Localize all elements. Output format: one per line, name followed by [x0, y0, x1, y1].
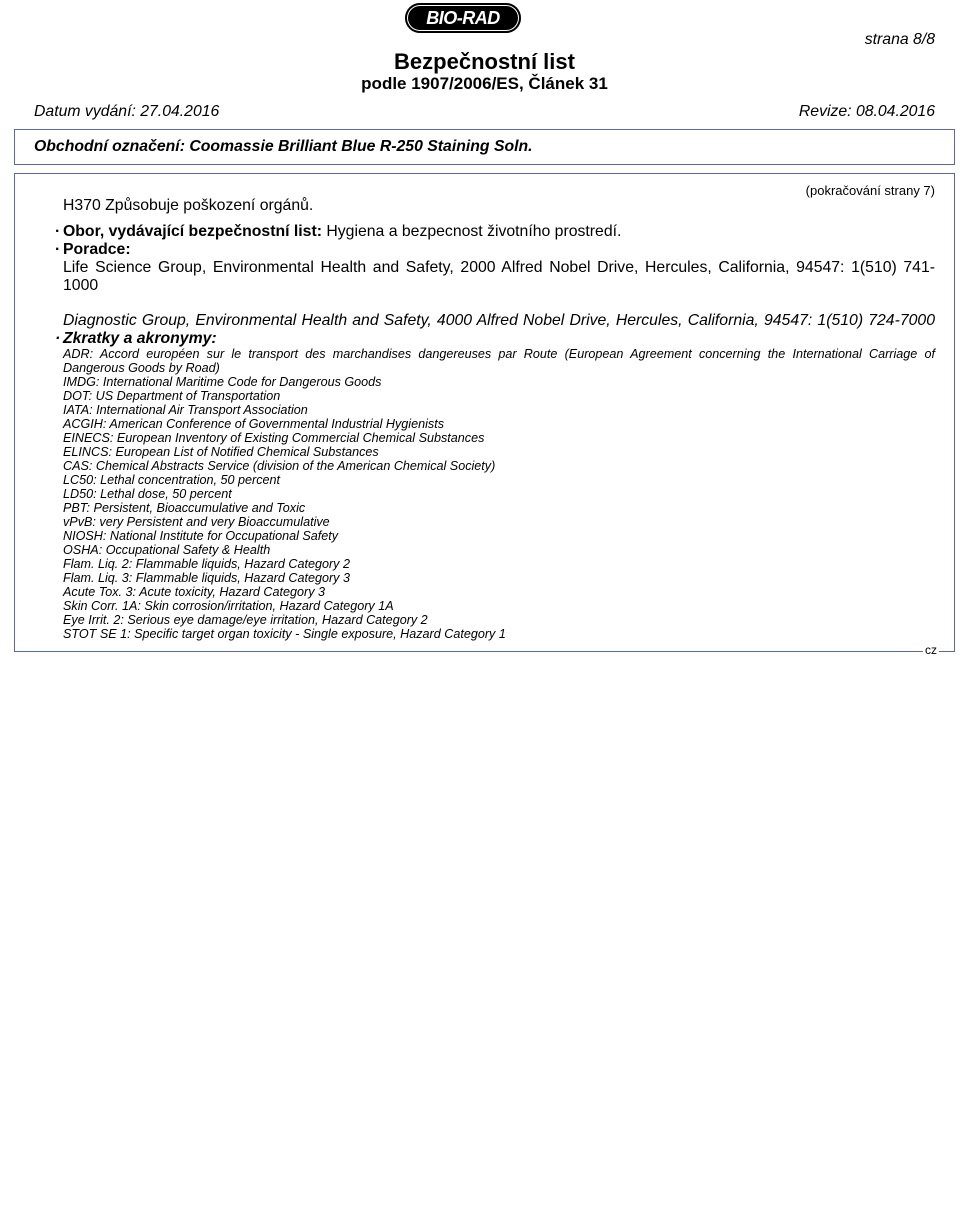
issuer-bullet: · [55, 223, 61, 240]
abbreviations-label: Zkratky a akronymy: [63, 330, 217, 347]
abbreviation-line: LD50: Lethal dose, 50 percent [63, 487, 232, 501]
abbreviation-line: Skin Corr. 1A: Skin corrosion/irritation, Hazard Category 1A [63, 599, 394, 613]
trade-name [34, 138, 533, 156]
abbreviation-line: ELINCS: European List of Notified Chemical Substances [63, 445, 379, 459]
abbreviation-line: NIOSH: National Institute for Occupational Safety [63, 529, 339, 543]
advisor-bullet: · [55, 241, 61, 258]
advisor-life-science-line: Life Science Group, Environmental Health and Safety, 2000 Alfred Nobel Drive, Hercules, California, 94547: 1(510) 741- [63, 259, 935, 276]
abbreviation-line: STOT SE 1: Specific target organ toxicity - Single exposure, Hazard Category 1 [63, 627, 506, 641]
abbreviation-line: ADR: Accord européen sur le transport des marchandises dangereuses par Route (European Agreement concerning the International Carriage of [63, 347, 935, 361]
bio-rad-logo [405, 3, 521, 33]
abbreviation-line: Flam. Liq. 3: Flammable liquids, Hazard Category 3 [63, 571, 350, 585]
document-title: Bezpečnostní list [394, 49, 575, 74]
issuer-value: Hygiena a bezpecnost životního prostredí. [326, 223, 622, 240]
advisor-label: Poradce: [63, 241, 131, 258]
issuer-label: Obor, vydávající bezpečnostní list: [63, 223, 322, 240]
logo-text: BIO-RAD [426, 8, 500, 28]
issue-date: Datum vydání: 27.04.2016 [34, 103, 220, 120]
abbreviation-line: Eye Irrit. 2: Serious eye damage/eye irritation, Hazard Category 2 [63, 613, 428, 627]
abbreviation-line: IATA: International Air Transport Association [63, 403, 308, 417]
abbreviations-bullet: · [55, 330, 61, 347]
continuation-note: (pokračování strany 7) [805, 183, 935, 198]
abbreviations-list [63, 347, 935, 641]
page-number: strana 8/8 [864, 31, 935, 48]
abbreviation-line: ACGIH: American Conference of Governmental Industrial Hygienists [63, 417, 445, 431]
abbreviation-line: EINECS: European Inventory of Existing Commercial Chemical Substances [63, 431, 485, 445]
abbreviation-line: IMDG: International Maritime Code for Dangerous Goods [63, 375, 382, 389]
abbreviation-line: PBT: Persistent, Bioaccumulative and Toxic [63, 501, 306, 515]
language-code: cz [925, 643, 937, 657]
hazard-statement: H370 Způsobuje poškození orgánů. [63, 197, 314, 214]
revision-date: Revize: 08.04.2016 [798, 103, 935, 120]
abbreviation-line: Dangerous Goods by Road) [63, 361, 220, 375]
abbreviation-line: vPvB: very Persistent and very Bioaccumulative [63, 515, 330, 529]
trade-name-value: Coomassie Brilliant Blue R-250 Staining Soln. [189, 138, 533, 155]
trade-name-label: Obchodní označení: [34, 138, 185, 155]
issuer-row [63, 223, 621, 241]
abbreviation-line: DOT: US Department of Transportation [63, 389, 281, 403]
abbreviation-line: CAS: Chemical Abstracts Service (division of the American Chemical Society) [63, 459, 496, 473]
abbreviation-line: Flam. Liq. 2: Flammable liquids, Hazard Category 2 [63, 557, 350, 571]
advisor-diagnostic-line: Diagnostic Group, Environmental Health and Safety, 4000 Alfred Nobel Drive, Hercules, California, 94547: 1(510) 724-7000 [63, 312, 935, 329]
abbreviation-line: LC50: Lethal concentration, 50 percent [63, 473, 281, 487]
document-subtitle: podle 1907/2006/ES, Článek 31 [361, 74, 608, 93]
abbreviation-line: Acute Tox. 3: Acute toxicity, Hazard Category 3 [63, 585, 326, 599]
advisor-life-science-line-cont: 1000 [63, 277, 99, 294]
abbreviation-line: OSHA: Occupational Safety & Health [63, 543, 271, 557]
